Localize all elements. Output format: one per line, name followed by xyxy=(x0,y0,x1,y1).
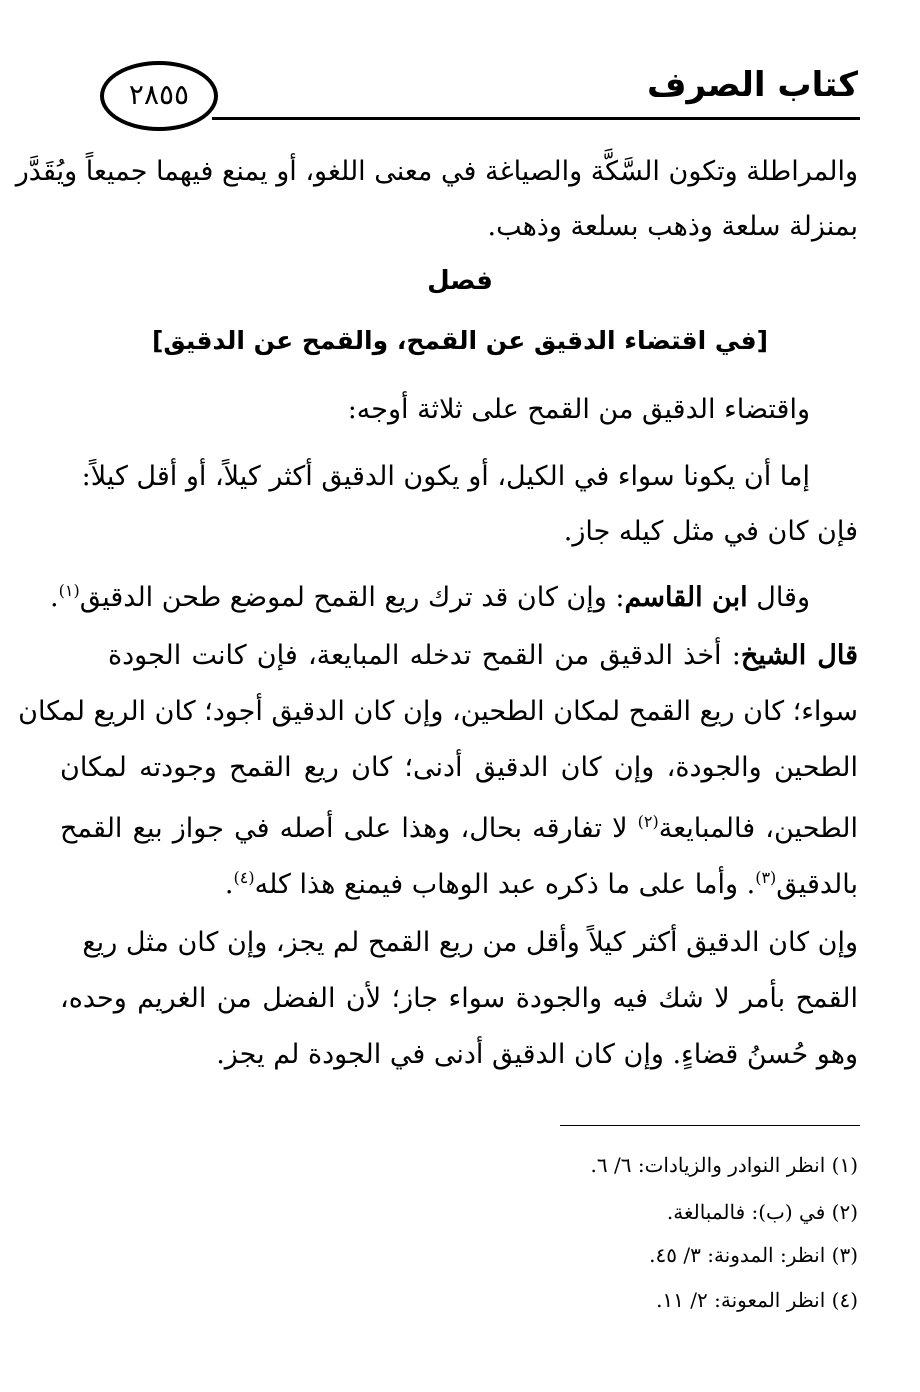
text-line-11 xyxy=(225,858,858,905)
text-line-5: فإن كان في مثل كيله جاز. xyxy=(563,516,858,547)
text-line-6-prefix: وقال xyxy=(747,582,810,613)
text-line-10 xyxy=(60,802,858,849)
text-line-10-b: لا تفارقه بحال، وهذا على أصله في جواز بيع القمح xyxy=(60,813,638,844)
text-line-2: بمنزلة سلعة وذهب بسلعة وذهب. xyxy=(487,211,858,242)
header-rule xyxy=(212,117,860,120)
text-line-11-a: بالدقيق xyxy=(776,869,858,900)
text-line-7-rest: : أخذ الدقيق من القمح تدخله المبايعة، فإن كانت الجودة xyxy=(108,640,741,671)
text-line-4: إما أن يكونا سواء في الكيل، أو يكون الدقيق أكثر كيلاً، أو أقل كيلاً: xyxy=(81,461,810,492)
page-number: ٢٨٥٥ xyxy=(100,61,218,131)
scholar-name-al-shaykh: قال الشيخ xyxy=(740,640,858,671)
text-line-6-rest: : وإن كان قد ترك ريع القمح لموضع طحن الدقيق xyxy=(79,582,625,613)
section-subtitle: [في اقتضاء الدقيق عن القمح، والقمح عن الدقيق] xyxy=(151,326,769,355)
book-title: كتاب الصرف xyxy=(647,65,858,105)
footnote-separator xyxy=(560,1125,860,1126)
text-line-6 xyxy=(50,571,810,618)
text-line-9: الطحين والجودة، وإن كان الدقيق أدنى؛ كان ريع القمح وجودته لمكان xyxy=(60,752,858,783)
footnote-4: (٤) انظر المعونة: ٢/ ١١. xyxy=(656,1288,858,1312)
scholar-name-ibn-al-qasim: ابن القاسم xyxy=(624,582,748,613)
footnote-ref-1: (١) xyxy=(58,581,80,600)
text-line-8: سواء؛ كان ريع القمح لمكان الطحين، وإن كان الدقيق أجود؛ كان الريع لمكان xyxy=(18,696,858,727)
text-line-12: وإن كان الدقيق أكثر كيلاً وأقل من ريع القمح لم يجز، وإن كان مثل ريع xyxy=(82,927,858,958)
footnote-1: (١) انظر النوادر والزيادات: ٦/ ٦. xyxy=(590,1153,858,1177)
page-header xyxy=(100,55,860,125)
text-line-3: واقتضاء الدقيق من القمح على ثلاثة أوجه: xyxy=(347,394,810,425)
footnote-ref-4: (٤) xyxy=(233,868,255,887)
text-line-11-b: . وأما على ما ذكره عبد الوهاب فيمنع هذا كله xyxy=(254,869,756,900)
footnote-ref-3: (٣) xyxy=(755,868,777,887)
footnote-2: (٢) في (ب): فالمبالغة. xyxy=(666,1200,858,1224)
text-line-13: القمح بأمر لا شك فيه والجودة سواء جاز؛ لأن الفضل من الغريم وحده، xyxy=(60,983,858,1014)
text-line-6-end: . xyxy=(50,582,59,613)
footnote-ref-2: (٢) xyxy=(637,812,659,831)
text-line-10-a: الطحين، فالمبايعة xyxy=(658,813,858,844)
text-line-14: وهو حُسنُ قضاءٍ. وإن كان الدقيق أدنى في الجودة لم يجز. xyxy=(216,1039,858,1070)
text-line-1: والمراطلة وتكون السَّكَّة والصياغة في معنى اللغو، أو يمنع فيهما جميعاً ويُقَدَّر xyxy=(15,156,858,187)
section-title: فصل xyxy=(427,266,493,296)
text-line-7 xyxy=(108,636,858,676)
footnote-3: (٣) انظر: المدونة: ٣/ ٤٥. xyxy=(649,1243,858,1267)
text-line-11-c: . xyxy=(224,869,234,900)
